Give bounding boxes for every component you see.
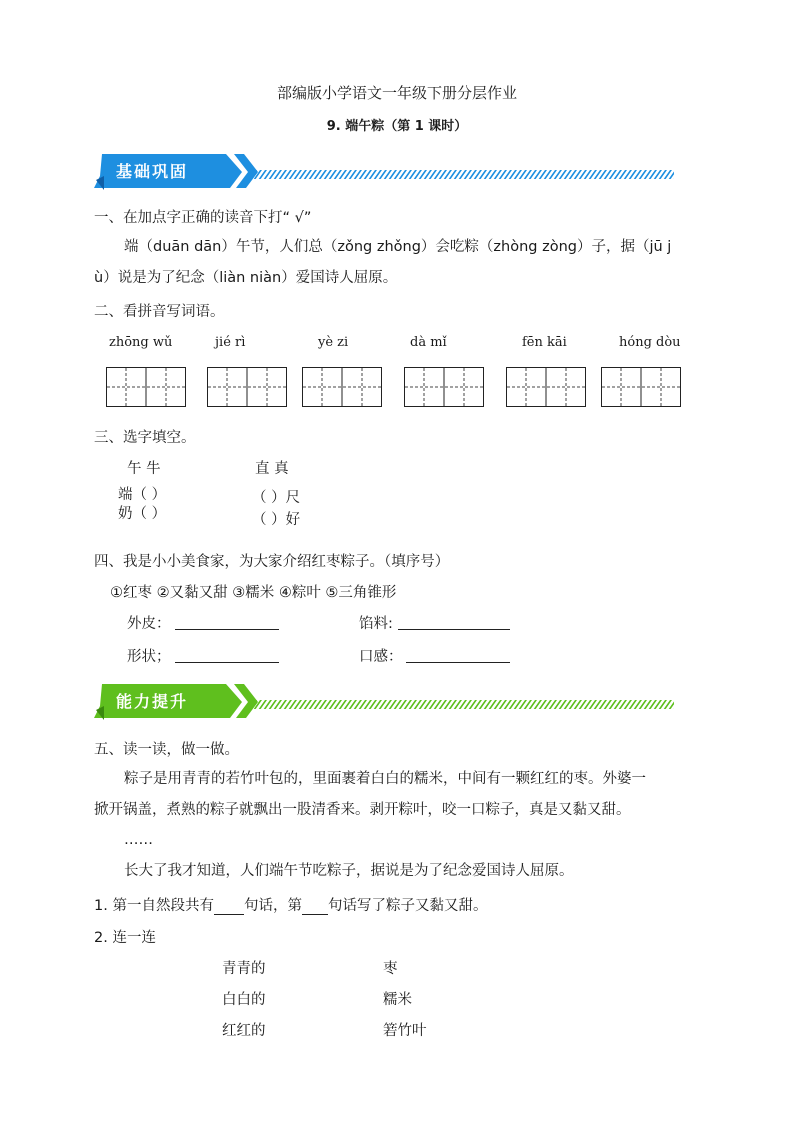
lesson-subtitle: 9. 端午粽（第 1 课时） bbox=[326, 119, 468, 134]
label-filling: 馅料: bbox=[359, 616, 393, 632]
match-right-1[interactable]: 枣 bbox=[383, 961, 398, 977]
passage-ellipsis: …… bbox=[124, 832, 153, 848]
question-5-title: 五、读一读，做一做。 bbox=[94, 742, 239, 758]
section-banner-ability bbox=[94, 680, 684, 722]
passage-line-3: 长大了我才知道，人们端午节吃粽子，据说是为了纪念爱国诗人屈原。 bbox=[124, 863, 574, 879]
question-2-title: 二、看拼音写词语。 bbox=[94, 304, 225, 320]
question-1-title: 一、在加点字正确的读音下打“ √” bbox=[94, 210, 312, 226]
fill-blank-chi[interactable]: （ ）尺 bbox=[252, 490, 301, 506]
match-right-2[interactable]: 糯米 bbox=[383, 992, 412, 1008]
pinyin-4: dà mǐ bbox=[410, 335, 447, 350]
passage-line-2: 掀开锅盖，煮熟的粽子就飘出一股清香来。剥开粽叶，咬一口粽子，真是又黏又甜。 bbox=[94, 802, 631, 818]
match-left-1[interactable]: 青青的 bbox=[222, 961, 266, 977]
pinyin-1: zhōng wǔ bbox=[109, 335, 173, 350]
answer-line-taste[interactable] bbox=[406, 647, 510, 663]
page-title: 部编版小学语文一年级下册分层作业 bbox=[276, 84, 517, 102]
question-1-line-2: ù）说是为了纪念（liàn niàn）爱国诗人屈原。 bbox=[94, 270, 398, 286]
fill-blank-hao[interactable]: （ ）好 bbox=[252, 512, 301, 528]
label-taste: 口感： bbox=[359, 649, 403, 665]
char-pair-1: 午 牛 bbox=[127, 461, 161, 477]
writing-box-4[interactable] bbox=[404, 367, 484, 407]
answer-blank-sentence-count[interactable] bbox=[214, 900, 244, 915]
question-3-title: 三、选字填空。 bbox=[94, 430, 196, 446]
sub-question-2: 2. 连一连 bbox=[94, 930, 156, 946]
match-left-3[interactable]: 红红的 bbox=[222, 1023, 266, 1039]
question-4-title: 四、我是小小美食家，为大家介绍红枣粽子。（填序号） bbox=[94, 554, 450, 570]
answer-line-outer-skin[interactable] bbox=[175, 614, 279, 630]
sub-question-1 bbox=[94, 894, 487, 915]
sub-question-1-part-a: 1. 第一自然段共有 bbox=[94, 898, 214, 914]
answer-line-filling[interactable] bbox=[398, 614, 510, 630]
char-pair-2: 直 真 bbox=[255, 461, 289, 477]
match-left-2[interactable]: 白白的 bbox=[222, 992, 266, 1008]
pinyin-2: jié rì bbox=[215, 335, 246, 350]
passage-line-1: 粽子是用青青的若竹叶包的，里面裹着白白的糯米，中间有一颗红红的枣。外婆一 bbox=[124, 771, 646, 787]
answer-blank-sentence-number[interactable] bbox=[302, 900, 328, 915]
pinyin-6: hóng dòu bbox=[619, 335, 681, 350]
writing-box-5[interactable] bbox=[506, 367, 586, 407]
section-title-ability: 能力提升 bbox=[116, 692, 189, 711]
fill-blank-duan[interactable]: 端（ ） bbox=[118, 487, 167, 503]
sub-question-1-part-b: 句话，第 bbox=[243, 898, 302, 914]
match-right-3[interactable]: 箬竹叶 bbox=[383, 1023, 427, 1039]
fill-blank-nai[interactable]: 奶（ ） bbox=[118, 506, 167, 522]
question-1-line-1: 端（duān dān）午节，人们总（zǒng zhǒng）会吃粽（zhòng zòng）子，据（jū j bbox=[124, 239, 672, 255]
label-outer-skin: 外皮： bbox=[127, 616, 171, 632]
writing-box-2[interactable] bbox=[207, 367, 287, 407]
pinyin-3: yè zi bbox=[318, 335, 349, 350]
answer-line-shape[interactable] bbox=[175, 647, 279, 663]
writing-box-3[interactable] bbox=[302, 367, 382, 407]
section-banner-basic bbox=[94, 150, 684, 192]
label-shape: 形状； bbox=[127, 649, 171, 665]
pinyin-5: fēn kāi bbox=[522, 335, 567, 350]
writing-box-6[interactable] bbox=[601, 367, 681, 407]
writing-box-1[interactable] bbox=[106, 367, 186, 407]
section-title-basic: 基础巩固 bbox=[116, 162, 189, 181]
question-4-options: ①红枣 ②又黏又甜 ③糯米 ④粽叶 ⑤三角锥形 bbox=[110, 585, 397, 601]
sub-question-1-part-c: 句话写了粽子又黏又甜。 bbox=[327, 898, 488, 914]
